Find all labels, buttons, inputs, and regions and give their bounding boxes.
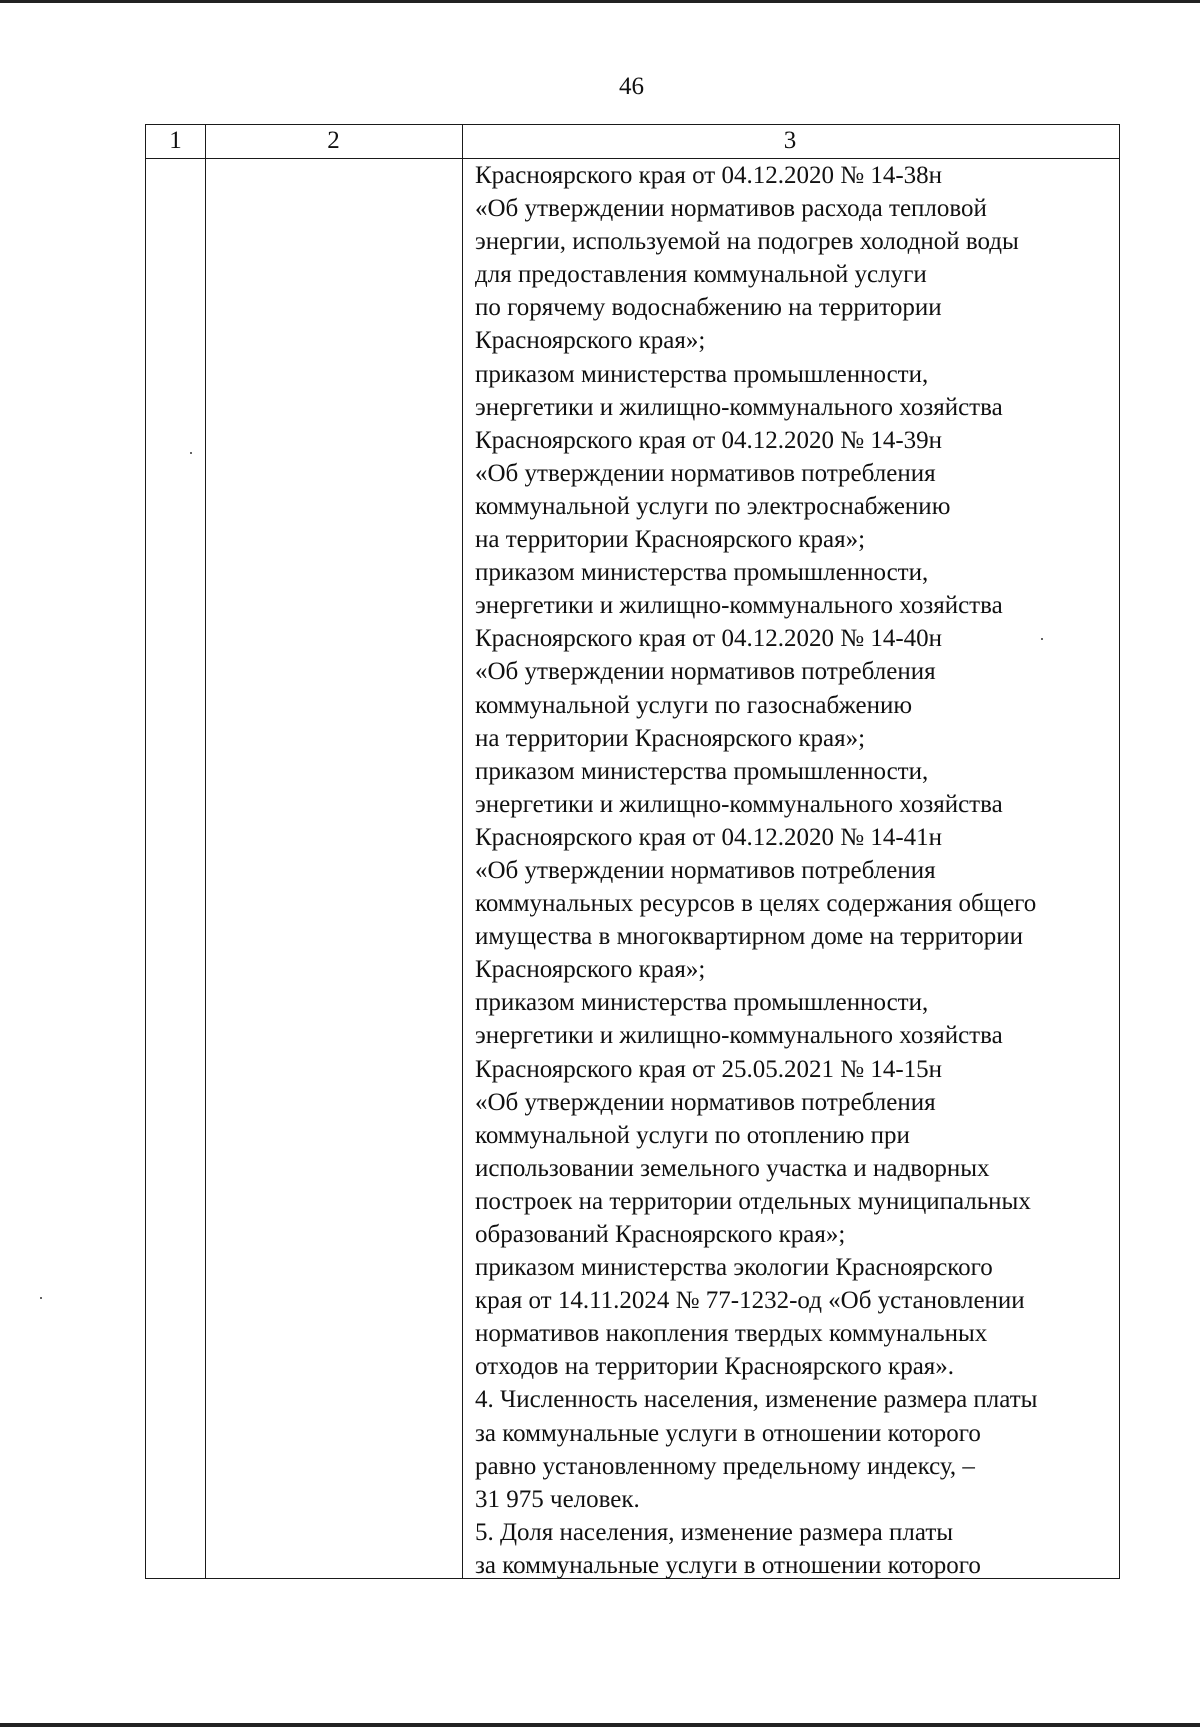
page-number: 46 xyxy=(619,73,644,100)
text-line: Красноярского края»; xyxy=(475,956,706,984)
text-line: коммунальной услуги по отоплению при xyxy=(475,1121,910,1149)
text-line: приказом министерства промышленности, xyxy=(475,757,929,785)
text-line: края от 14.11.2024 № 77-1232-од «Об установлении xyxy=(475,1287,1025,1315)
text-line: «Об утверждении нормативов расхода тепловой xyxy=(475,195,987,223)
text-line: отходов на территории Красноярского края». xyxy=(475,1353,955,1381)
text-line: энергии, используемой на подогрев холодной воды xyxy=(475,228,1019,256)
text-line: коммунальных ресурсов в целях содержания общего xyxy=(475,890,1037,918)
text-line: за коммунальные услуги в отношении которого xyxy=(475,1419,981,1447)
text-line: образований Красноярского края»; xyxy=(475,1221,846,1248)
text-line: 5. Доля населения, изменение размера платы xyxy=(475,1518,954,1546)
column-header-1: 1 xyxy=(169,127,182,154)
text-line: коммунальной услуги по газоснабжению xyxy=(475,691,913,719)
text-line: энергетики и жилищно-коммунального хозяйства xyxy=(475,790,1003,818)
text-line: «Об утверждении нормативов потребления xyxy=(475,658,936,686)
text-line: Красноярского края от 04.12.2020 № 14-39н xyxy=(475,426,943,454)
column-divider-2 xyxy=(462,125,463,1578)
text-line: равно установленному предельному индексу, – xyxy=(475,1452,975,1480)
text-line: Красноярского края от 04.12.2020 № 14-38н xyxy=(475,162,943,189)
text-line: «Об утверждении нормативов потребления xyxy=(475,1088,936,1116)
column-3-cell-text xyxy=(470,159,1118,1582)
text-line: Красноярского края от 04.12.2020 № 14-40н xyxy=(475,625,943,653)
text-line: приказом министерства экологии Красноярского xyxy=(475,1254,993,1282)
text-line: энергетики и жилищно-коммунального хозяйства xyxy=(475,1022,1003,1050)
text-line: «Об утверждении нормативов потребления xyxy=(475,459,936,487)
text-line: нормативов накопления твердых коммунальных xyxy=(475,1320,988,1348)
column-header-2: 2 xyxy=(327,127,340,154)
column-header-3: 3 xyxy=(783,127,797,154)
text-line: Красноярского края от 25.05.2021 № 14-15н xyxy=(475,1055,943,1083)
text-line: на территории Красноярского края»; xyxy=(475,526,866,554)
scan-edge-top xyxy=(0,0,1200,3)
text-line: энергетики и жилищно-коммунального хозяйства xyxy=(475,592,1003,620)
text-line: приказом министерства промышленности, xyxy=(475,989,929,1017)
column-divider-1 xyxy=(205,125,206,1578)
text-line: Красноярского края»; xyxy=(475,327,706,355)
scan-speck xyxy=(40,1297,42,1299)
text-line: «Об утверждении нормативов потребления xyxy=(475,856,936,884)
text-line: приказом министерства промышленности, xyxy=(475,360,929,388)
text-line: для предоставления коммунальной услуги xyxy=(475,261,927,289)
text-line: по горячему водоснабжению на территории xyxy=(475,294,942,322)
text-line: энергетики и жилищно-коммунального хозяйства xyxy=(475,393,1003,421)
scan-speck xyxy=(190,452,192,454)
scan-edge-bottom xyxy=(0,1723,1200,1727)
text-line: на территории Красноярского края»; xyxy=(475,724,866,752)
document-table xyxy=(145,124,1120,1579)
text-line: за коммунальные услуги в отношении которого xyxy=(475,1551,981,1579)
text-line: имущества в многоквартирном доме на территории xyxy=(475,923,1023,951)
text-line: Красноярского края от 04.12.2020 № 14-41н xyxy=(475,823,943,851)
text-line: коммунальной услуги по электроснабжению xyxy=(475,492,951,520)
text-line: 31 975 человек. xyxy=(475,1485,640,1513)
scan-speck xyxy=(1041,638,1043,640)
text-line: 4. Численность населения, изменение размера платы xyxy=(475,1386,1038,1414)
text-line: построек на территории отдельных муниципальных xyxy=(475,1187,1031,1215)
text-line: использовании земельного участка и надворных xyxy=(475,1154,990,1182)
text-line: приказом министерства промышленности, xyxy=(475,559,929,587)
